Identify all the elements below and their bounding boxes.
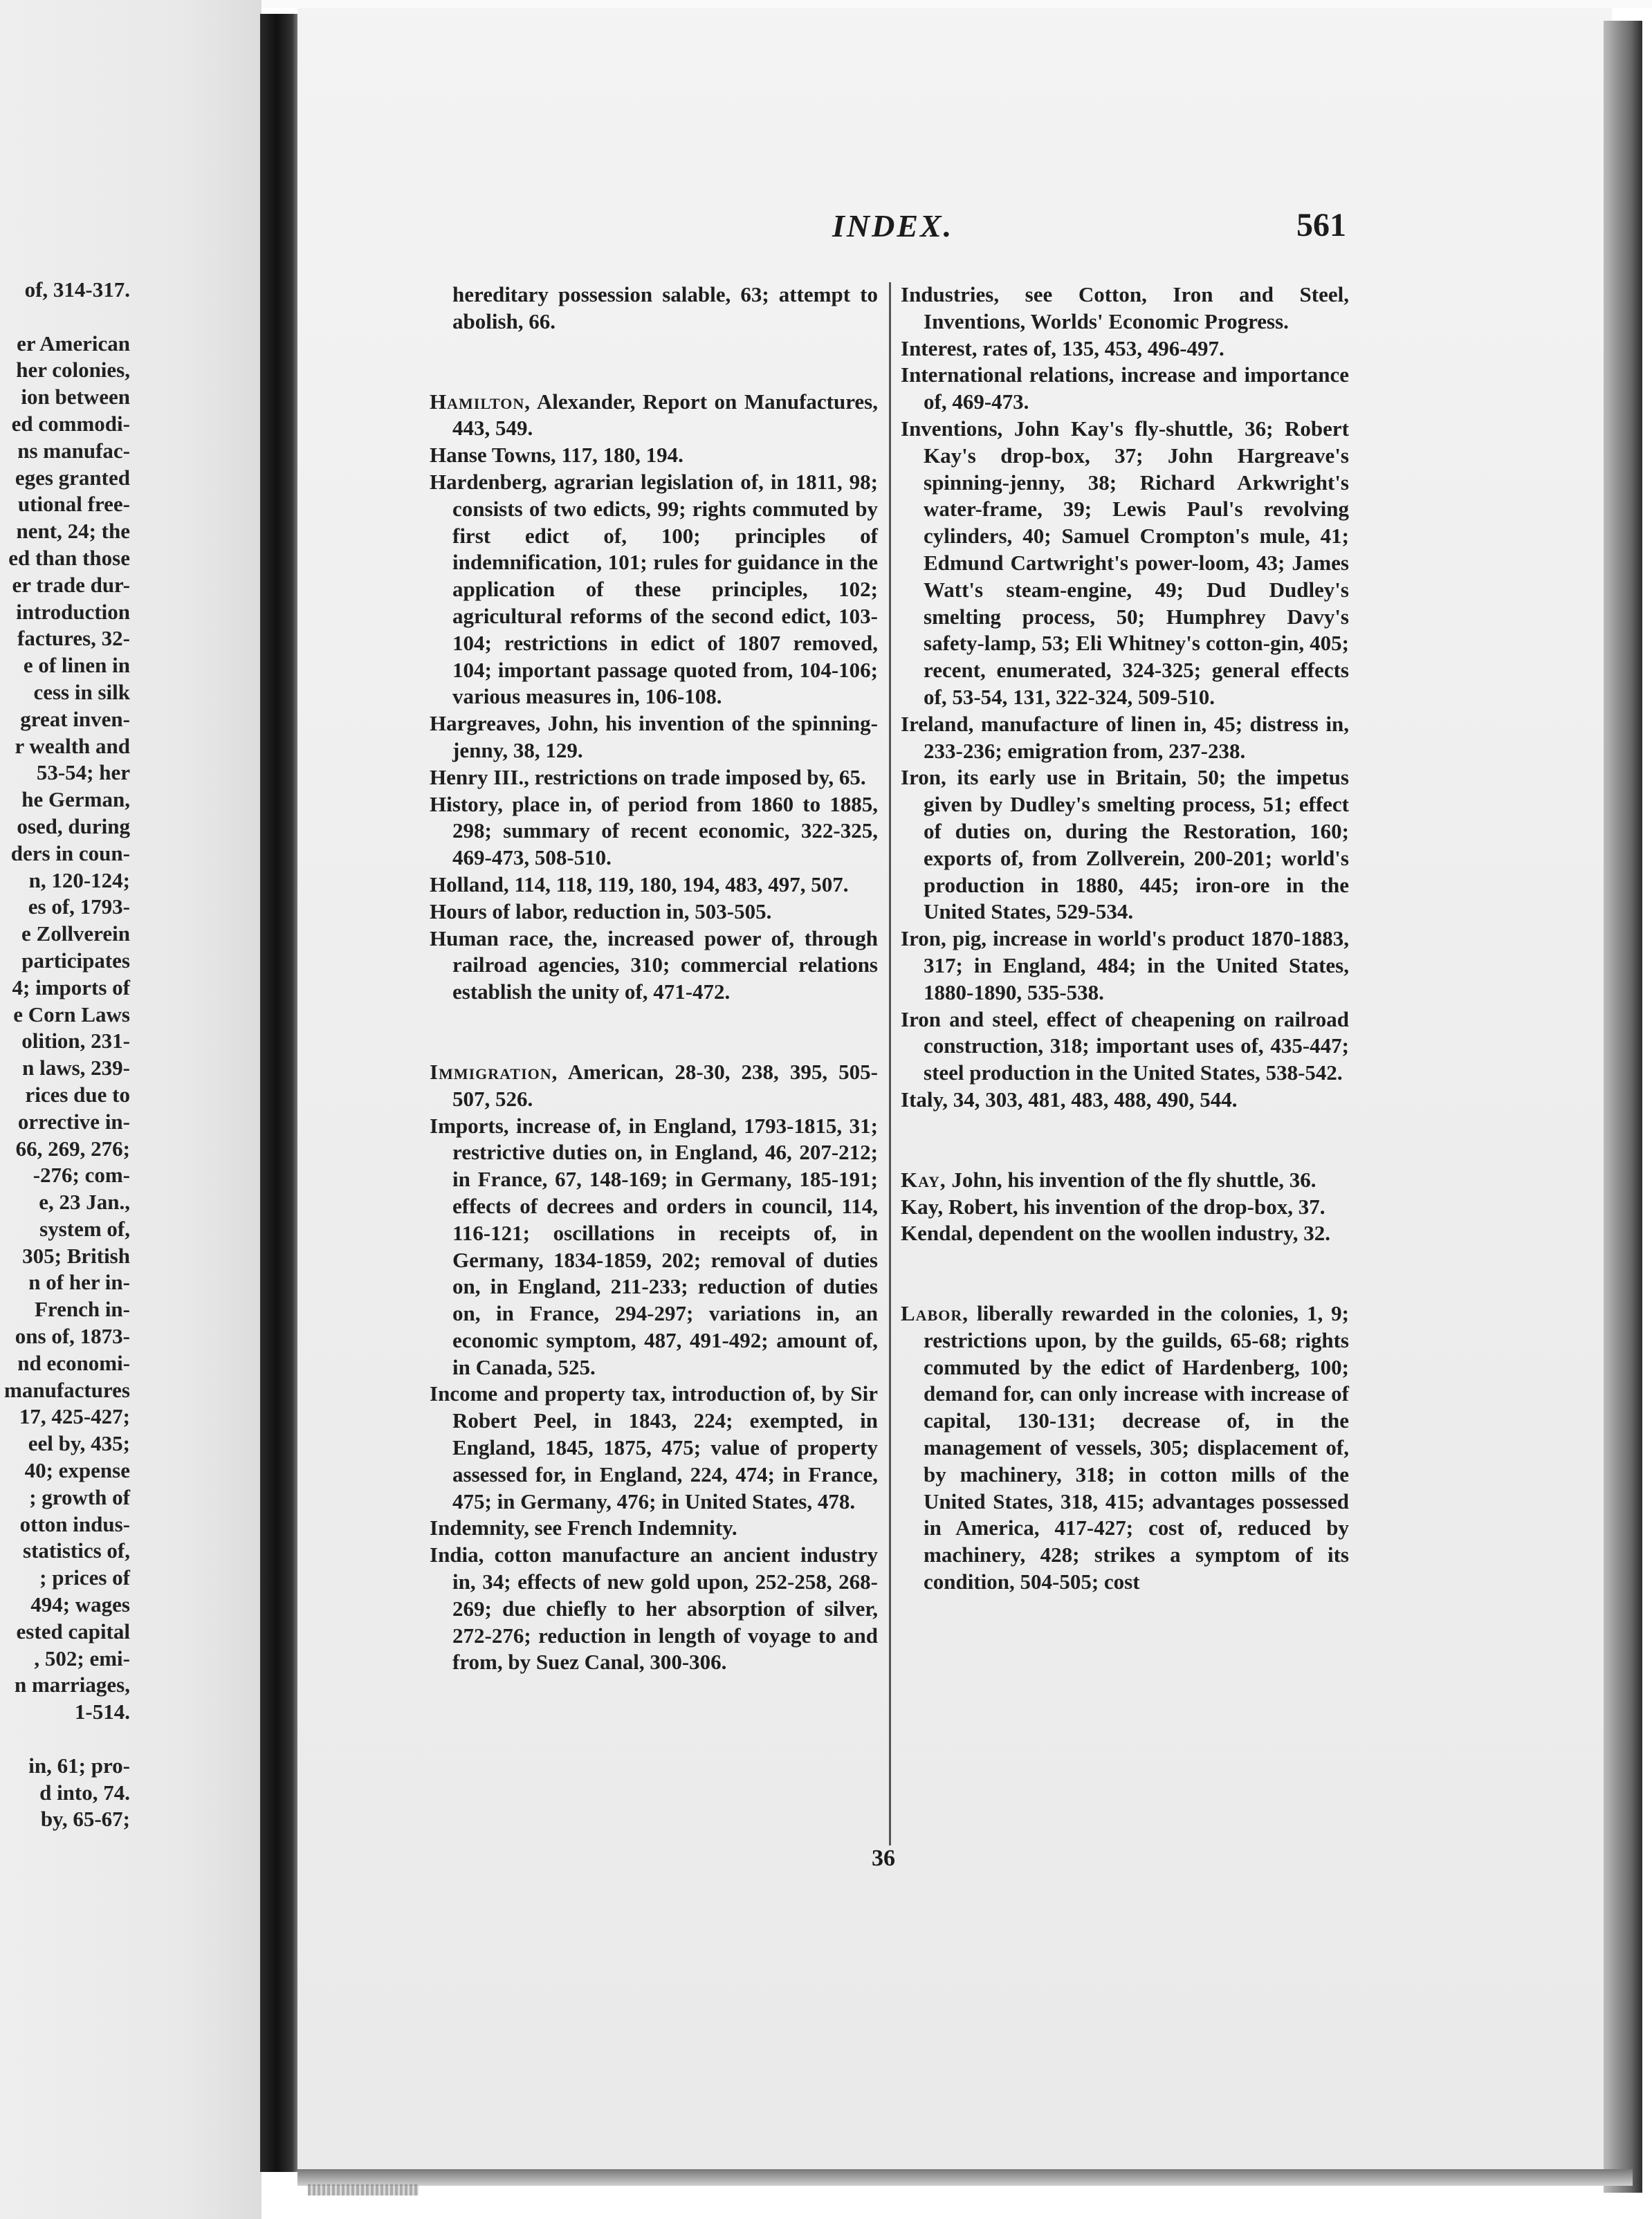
previous-page-line: 1-514. — [74, 1700, 130, 1724]
index-entry — [430, 1113, 878, 1381]
index-entry-text: Inventions, John Kay's fly-shuttle, 36; Robert Kay's drop-box, 37; John Hargreave's spinning-jenny, 38; Richard Arkwright's water-frame, 39; Lewis Paul's revolving cylinders, 40; Samuel Crompton's mule, 41; Edmund Cartwright's power-loom, 43; James Watt's steam-engine, 49; Dud Dudley's smelting process, 50; Humphrey Davy's safety-lamp, 53; Eli Whitney's cotton-gin, 405; recent, enumerated, 324-325; general effects of, 53-54, 131, 322-324, 509-510. — [901, 416, 1349, 709]
index-entry-head: Immigration, — [430, 1059, 558, 1084]
previous-page-line: great inven- — [20, 706, 130, 731]
index-entry-text: India, cotton manufacture an ancient industry in, 34; effects of new gold upon, 252-258, 268-269; due chiefly to her absorption of silver, 272-276; reduction in length of voyage to and from, by Suez Canal, 300-306. — [430, 1543, 878, 1675]
index-entry — [901, 282, 1349, 335]
previous-page-line: 53-54; her — [36, 760, 130, 785]
index-entry-text: Interest, rates of, 135, 453, 496-497. — [901, 335, 1224, 360]
index-entry-text: Kendal, dependent on the woollen industry, 32. — [901, 1221, 1330, 1246]
index-entry — [901, 362, 1349, 416]
index-entry-text: Hanse Towns, 117, 180, 194. — [430, 443, 683, 468]
column-divider — [889, 282, 891, 1845]
page-number: 561 — [1296, 207, 1346, 243]
index-entry-head: Kay, — [901, 1167, 946, 1192]
previous-page-line: orrective in- — [17, 1109, 130, 1134]
previous-page-line: , 502; emi- — [34, 1646, 130, 1670]
index-entry — [430, 1059, 878, 1113]
previous-page-line: ion between — [21, 385, 130, 409]
previous-page-line: 17, 425-427; — [19, 1404, 130, 1429]
book-gutter — [260, 14, 297, 2172]
index-entry-text: Henry III., restrictions on trade imposed by, 65. — [430, 764, 866, 789]
previous-page-line: e, 23 Jan., — [39, 1190, 130, 1215]
previous-page-line: rices due to — [25, 1082, 130, 1107]
index-entry — [901, 1006, 1349, 1087]
previous-page-line: introduction — [16, 599, 130, 624]
page-bottom-shadow — [297, 2169, 1633, 2186]
previous-page-line: manufactures — [4, 1377, 130, 1402]
previous-page-line: 494; wages — [30, 1592, 130, 1617]
index-entry-text: Iron and steel, effect of cheapening on railroad construction, 318; important uses of, 435-447; steel production in the United States, 538-542. — [901, 1006, 1349, 1085]
previous-page-line — [0, 1726, 130, 1753]
previous-page-line: otton indus- — [19, 1511, 130, 1536]
index-entry — [901, 416, 1349, 711]
previous-page-line: n marriages, — [14, 1673, 130, 1697]
index-entry — [430, 710, 878, 764]
previous-page-line: er American — [17, 331, 130, 356]
index-entry — [430, 899, 878, 926]
index-entry-text: American, 28-30, 238, 395, 505-507, 526. — [452, 1059, 878, 1111]
previous-page-line: ders in coun- — [10, 840, 130, 865]
index-entry — [430, 872, 878, 899]
index-entry-text: Hours of labor, reduction in, 503-505. — [430, 899, 772, 923]
previous-page-line: system of, — [39, 1216, 130, 1241]
index-entry — [430, 389, 878, 443]
index-column-right — [901, 282, 1349, 1596]
previous-page-line: nd economi- — [17, 1350, 130, 1375]
previous-page-line: 4; imports of — [12, 975, 130, 1000]
index-entry-continuation — [430, 282, 878, 335]
previous-page-line: d into, 74. — [39, 1780, 130, 1805]
scan-artifact — [308, 2184, 419, 2195]
letter-section-gap — [430, 1006, 878, 1059]
previous-page-line: ons of, 1873- — [15, 1324, 130, 1349]
previous-page-line: 66, 269, 276; — [15, 1136, 130, 1161]
index-entry-text: Imports, increase of, in England, 1793-1815, 31; restrictive duties on, in England, 46, 207-212; in France, 67, 148-169; in Germany, 185-191; effects of decrees and orders in council, 114, 116-121; oscillations in receipts of, in Germany, 1834-1859, 202; removal of duties on, in England, 211-233; reduction of duties on, in France, 294-297; variations in, an economic symptom, 487, 491-492; amount of, in Canada, 525. — [430, 1113, 878, 1379]
index-entry — [430, 442, 878, 469]
index-entry-text: hereditary possession salable, 63; attempt to abolish, 66. — [452, 282, 878, 333]
previous-page-line: ed commodi- — [11, 411, 130, 436]
page-stack-edge — [1604, 21, 1642, 2193]
previous-page-line: r wealth and — [15, 733, 130, 758]
previous-page-line: eges granted — [15, 465, 130, 490]
index-entry — [430, 926, 878, 1006]
previous-page-line: n, 120-124; — [28, 867, 130, 892]
previous-page-line: n laws, 239- — [22, 1056, 130, 1080]
index-entry — [430, 469, 878, 710]
running-head: INDEX. — [832, 208, 954, 243]
index-column-left — [430, 282, 878, 1676]
index-entry-text: liberally rewarded in the colonies, 1, 9; restrictions upon, by the guilds, 65-68; rights commuted by the edict of Hardenberg, 100; demand for, can only increase with increase of capital, 130-131; decrease of, in the management of vessels, 305; displacement of, by machinery, 318; in cotton mills of the United States, 318, 415; advantages possessed in America, 417-427; cost of, reduced by machinery, 428; strikes a symptom of its condition, 504-505; cost — [924, 1301, 1349, 1594]
index-entry-text: Ireland, manufacture of linen in, 45; distress in, 233-236; emigration from, 237-238. — [901, 711, 1349, 763]
previous-page-line: es of, 1793- — [28, 894, 130, 919]
letter-section-gap — [901, 1247, 1349, 1300]
index-entry — [901, 926, 1349, 1006]
page-top-edge — [261, 0, 1652, 8]
previous-page-line: ested capital — [16, 1619, 130, 1643]
previous-page-line: ed than those — [8, 545, 130, 570]
previous-page-line — [0, 304, 130, 331]
index-entry-text: Income and property tax, introduction of, by Sir Robert Peel, in 1843, 224; exempted, in England, 1845, 1875, 475; value of property assessed for, in England, 224, 474; in France, 475; in Germany, 476; in United States, 478. — [430, 1381, 878, 1513]
previous-page-line: e of linen in — [23, 653, 130, 678]
signature-mark: 36 — [872, 1845, 895, 1871]
previous-page-line: participates — [21, 948, 130, 973]
index-entry-text: Industries, see Cotton, Iron and Steel, Inventions, Worlds' Economic Progress. — [901, 282, 1349, 333]
index-entry-text: Iron, its early use in Britain, 50; the impetus given by Dudley's smelting process, 51; effect of duties on, during the Restoration, 160; exports of, from Zollverein, 200-201; world's production in 1880, 445; iron-ore in the United States, 529-534. — [901, 765, 1349, 924]
index-entry — [430, 764, 878, 791]
index-entry-text: History, place in, of period from 1860 to 1885, 298; summary of recent economic, 322-325, 469-473, 508-510. — [430, 791, 878, 870]
index-entry-text: Italy, 34, 303, 481, 483, 488, 490, 544. — [901, 1087, 1238, 1112]
previous-page-text — [0, 277, 130, 1833]
previous-page-line: olition, 231- — [21, 1029, 130, 1053]
previous-page-line: nent, 24; the — [16, 519, 130, 544]
previous-page-line: cess in silk — [33, 679, 130, 704]
letter-section-gap — [901, 1114, 1349, 1167]
previous-page-line: ; growth of — [29, 1484, 130, 1509]
previous-page-line: of, 314-317. — [24, 277, 130, 302]
previous-page-line: utional free- — [17, 492, 130, 517]
index-entry — [901, 711, 1349, 765]
previous-page-line: er trade dur- — [12, 572, 130, 597]
previous-page-line: factures, 32- — [17, 626, 130, 651]
index-entry-head: Hamilton, — [430, 389, 531, 414]
index-entry-text: International relations, increase and importance of, 469-473. — [901, 362, 1349, 414]
previous-page-line: by, 65-67; — [40, 1807, 130, 1832]
index-entry — [430, 791, 878, 872]
previous-page-line: osed, during — [17, 813, 130, 838]
previous-page-line: e Corn Laws — [13, 1002, 130, 1026]
index-entry — [430, 1515, 878, 1542]
previous-page-line: ns manufac- — [17, 438, 130, 463]
index-entry — [901, 1167, 1349, 1194]
previous-page-line: French in- — [34, 1297, 130, 1322]
previous-page-line: in, 61; pro- — [28, 1753, 130, 1778]
index-entry-text: Alexander, Report on Manufactures, 443, 549. — [452, 389, 878, 441]
index-entry — [901, 1220, 1349, 1247]
index-entry-text: Indemnity, see French Indemnity. — [430, 1516, 737, 1540]
previous-page-line: her colonies, — [16, 358, 130, 383]
index-entry-head: Labor, — [901, 1301, 969, 1326]
previous-page-edge — [0, 0, 261, 2219]
previous-page-line: ; prices of — [39, 1565, 130, 1590]
previous-page-line: he German, — [21, 787, 130, 812]
previous-page-line: n of her in- — [28, 1270, 130, 1295]
index-entry — [901, 1087, 1349, 1114]
index-entry-text: Iron, pig, increase in world's product 1870-1883, 317; in England, 484; in the United States, 1880-1890, 535-538. — [901, 926, 1349, 1004]
index-entry-text: Kay, Robert, his invention of the drop-box, 37. — [901, 1194, 1325, 1219]
index-entry — [901, 335, 1349, 362]
letter-section-gap — [430, 335, 878, 389]
index-entry — [430, 1542, 878, 1676]
previous-page-line: e Zollverein — [21, 921, 130, 946]
index-entry-text: Hargreaves, John, his invention of the spinning-jenny, 38, 129. — [430, 711, 878, 762]
index-entry — [901, 764, 1349, 926]
previous-page-line: eel by, 435; — [28, 1431, 130, 1456]
index-entry-text: Hardenberg, agrarian legislation of, in 1811, 98; consists of two edicts, 99; rights commuted by first edict of, 100; principles of indemnification, 101; rules for guidance in the application of these principles, 102; agricultural reforms of the second edict, 103-104; restrictions in edict of 1807 removed, 104; important passage quoted from, 104-106; various measures in, 106-108. — [430, 469, 878, 709]
index-entry-text: Holland, 114, 118, 119, 180, 194, 483, 497, 507. — [430, 872, 849, 896]
index-entry — [430, 1381, 878, 1515]
previous-page-line: 40; expense — [24, 1458, 130, 1483]
index-entry-text: Human race, the, increased power of, through railroad agencies, 310; commercial relations establish the unity of, 471-472. — [430, 926, 878, 1004]
index-entry — [901, 1300, 1349, 1596]
previous-page-line: -276; com- — [33, 1163, 130, 1188]
previous-page-line: 305; British — [22, 1243, 130, 1268]
index-entry — [901, 1194, 1349, 1221]
index-entry-text: John, his invention of the fly shuttle, 36. — [946, 1167, 1316, 1192]
previous-page-line: statistics of, — [23, 1538, 130, 1563]
